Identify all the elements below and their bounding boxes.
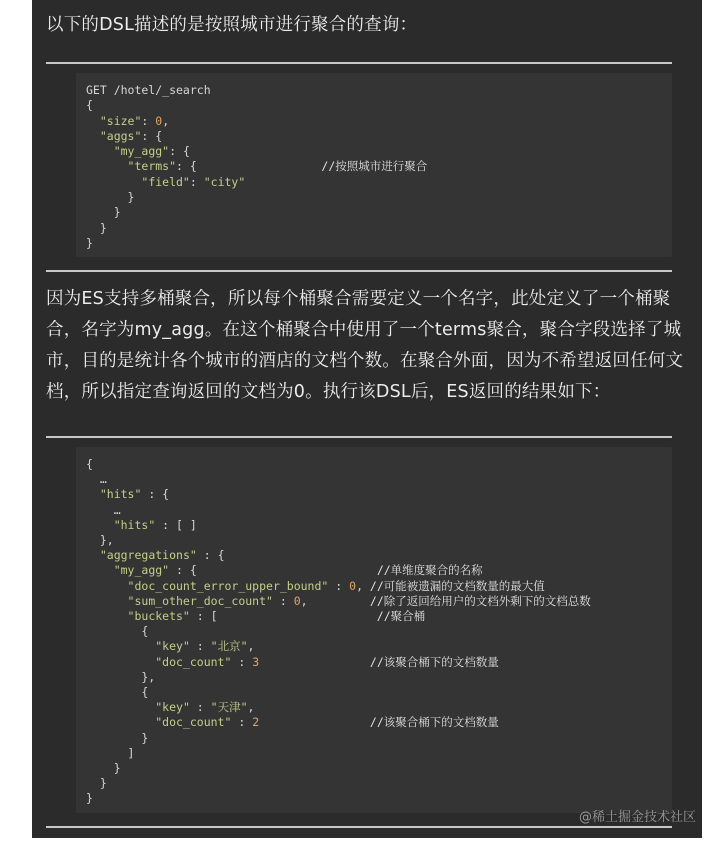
query-code: GET /hotel/_search { "size": 0, "aggs": { "my_agg": { "terms": { //按照城市进行聚合 "field": "city" } } } } bbox=[86, 83, 428, 250]
code-comment: //可能被遗漏的文档数量的最大值 bbox=[369, 578, 545, 593]
divider bbox=[46, 436, 672, 438]
response-code-block bbox=[76, 447, 672, 813]
article-page bbox=[32, 0, 702, 838]
divider bbox=[46, 270, 672, 272]
watermark: @稀土掘金技术社区 bbox=[578, 810, 696, 825]
divider bbox=[46, 826, 672, 828]
code-comment: //聚合桶 bbox=[376, 609, 426, 624]
divider bbox=[46, 62, 672, 64]
code-comment: //该聚合桶下的文档数量 bbox=[369, 715, 499, 730]
code-comment: //单维度聚合的名称 bbox=[376, 563, 483, 578]
query-code-block bbox=[76, 73, 672, 257]
explanation-paragraph: 因为ES支持多桶聚合，所以每个桶聚合需要定义一个名字，此处定义了一个桶聚合，名字为my_agg。在这个桶聚合中使用了一个terms聚合，聚合字段选择了城市，目的是统计各个城市的酒店的文档个数。在聚合外面，因为不希望返回任何文档，所以指定查询返回的文档为0。执行该DSL后，ES返回的结果如下： bbox=[46, 289, 684, 402]
response-code: { … "hits" : { … "hits" : [ ] }, "aggregations" : { "my_agg" : { //单维度聚合的名称 "doc_count_error_upper_bound" : 0, //可能被遗漏的文档数量的最大值 "sum_other_doc_count" : 0, //除了返回给用户的文档外剩下的文档总数 "buckets" : [ //聚合桶 { "key" : "北京", "doc_count" : 3 //该聚合桶下的文档数量 }, { "key" : "天津", "doc_count" : 2 //该聚合桶下的文档数量 } ] } } } bbox=[86, 457, 591, 806]
code-comment: //按照城市进行聚合 bbox=[321, 159, 428, 174]
code-comment: //除了返回给用户的文档外剩下的文档总数 bbox=[369, 593, 591, 608]
code-comment: //该聚合桶下的文档数量 bbox=[369, 654, 499, 669]
intro-paragraph: 以下的DSL描述的是按照城市进行聚合的查询： bbox=[46, 15, 418, 35]
